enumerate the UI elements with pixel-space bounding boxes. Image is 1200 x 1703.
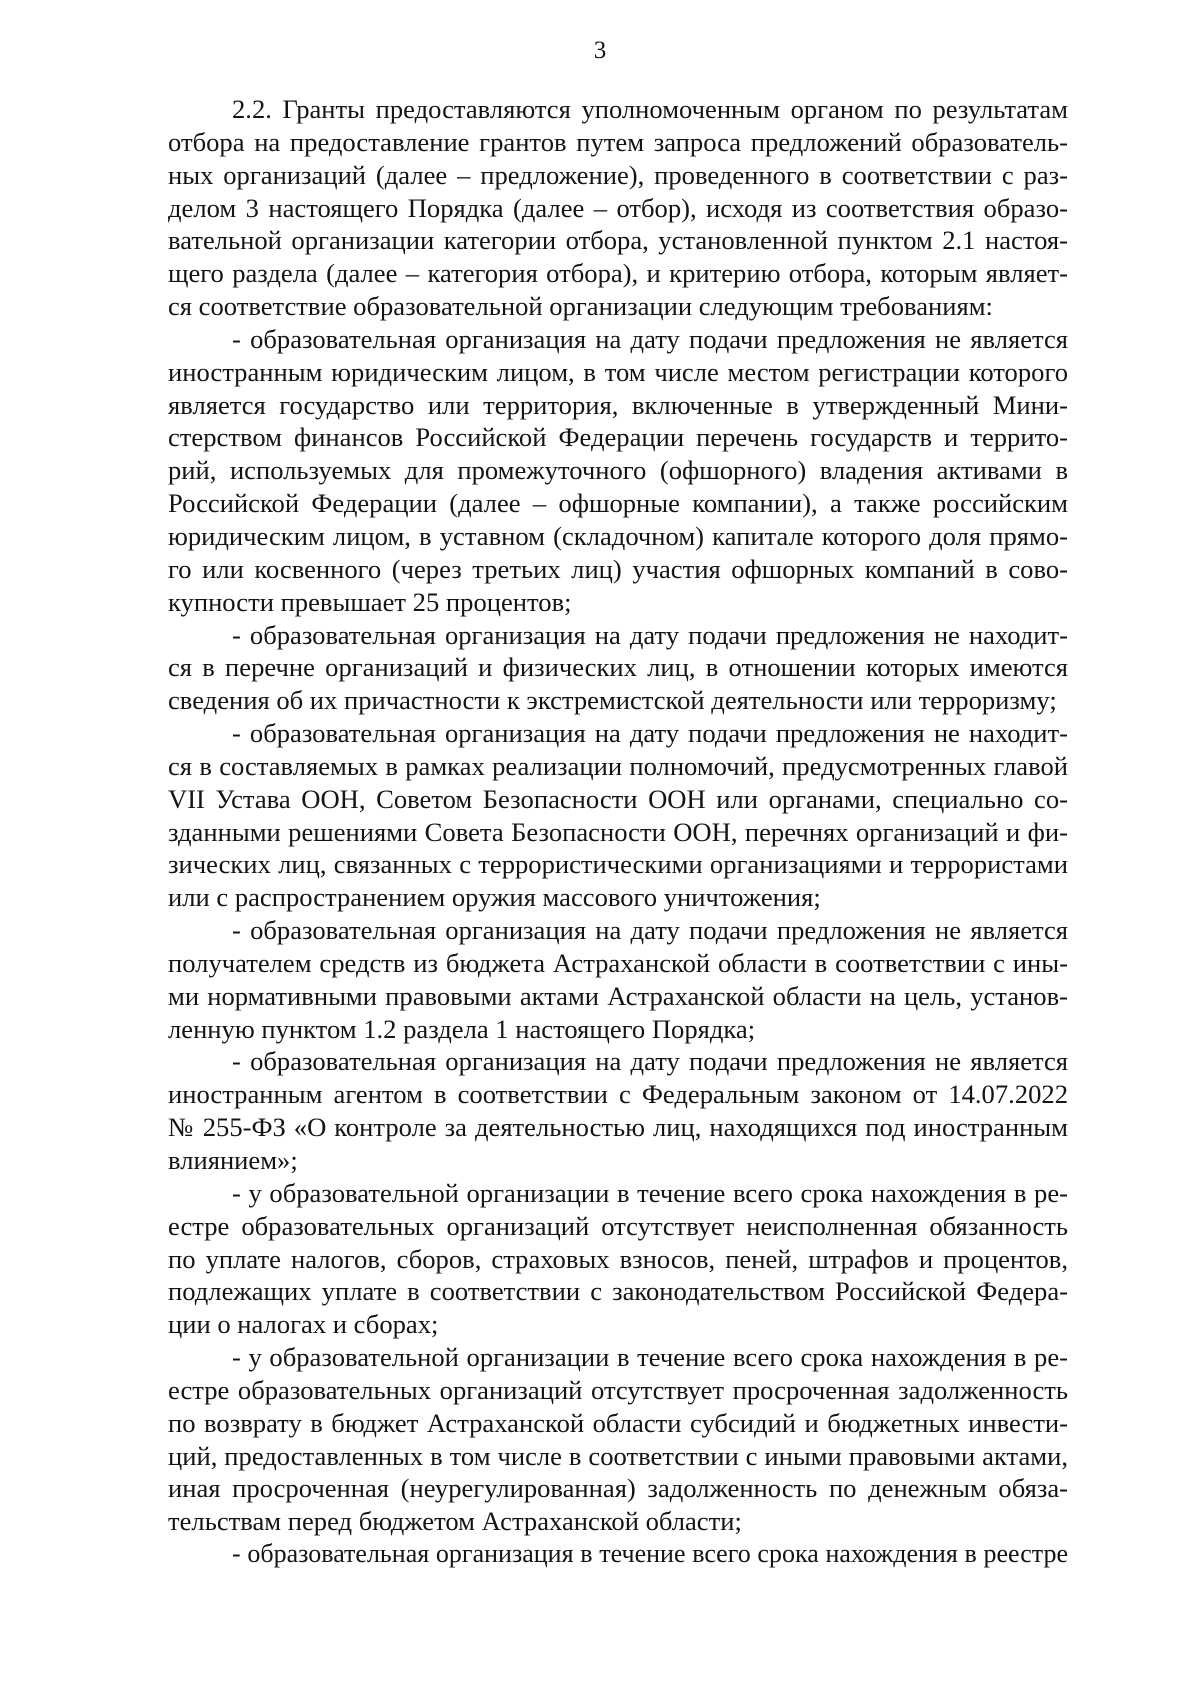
text-line: купности превышает 25 процентов; (168, 586, 572, 617)
text-line: ции о налогах и сборах; (168, 1309, 439, 1340)
page-number: 3 (593, 37, 607, 64)
text-line: ми нормативными правовыми актами Астраханской области на цель, установ- (168, 980, 1068, 1011)
text-line: щего раздела (далее – категория отбора), и критерию отбора, которым являет- (168, 258, 1068, 289)
text-line: сведения об их причастности к экстремистской деятельности или терроризму; (168, 685, 1057, 716)
text-line: делом 3 настоящего Порядка (далее – отбор), исходя из соответствия образо- (168, 192, 1068, 223)
text-line: естре образовательных организаций отсутствует просроченная задолженность (168, 1374, 1068, 1405)
text-line: является государство или территория, включенные в утвержденный Мини- (168, 389, 1068, 420)
text-line: ся в составляемых в рамках реализации полномочий, предусмотренных главой (168, 750, 1068, 781)
text-line: юридическим лицом, в уставном (складочном) капитале которого доля прямо- (168, 520, 1068, 551)
text-line: иная просроченная (неурегулированная) задолженность по денежным обяза- (168, 1473, 1068, 1504)
text-line: по возврату в бюджет Астраханской области субсидий и бюджетных инвести- (168, 1407, 1068, 1438)
text-line: стерством финансов Российской Федерации перечень государств и террито- (168, 422, 1068, 453)
text-line: иностранным юридическим лицом, в том числе местом регистрации которого (168, 356, 1068, 387)
text-line: го или косвенного (через третьих лиц) участия офшорных компаний в сово- (168, 553, 1068, 584)
text-line: иностранным агентом в соответствии с Федеральным законом от 14.07.2022 (168, 1079, 1068, 1110)
text-line: вательной организации категории отбора, установленной пунктом 2.1 настоя- (168, 225, 1068, 256)
text-line: - образовательная организация на дату подачи предложения не является (232, 323, 1068, 354)
text-line: отбора на предоставление грантов путем запроса предложений образователь- (168, 126, 1068, 157)
text-line: ных организаций (далее – предложение), проведенного в соответствии с раз- (168, 159, 1068, 190)
text-line: рий, используемых для промежуточного (офшорного) владения активами в (168, 455, 1068, 486)
text-line: зданными решениями Совета Безопасности ООН, перечнях организаций и фи- (168, 816, 1068, 847)
text-line: или с распространением оружия массового уничтожения; (168, 882, 821, 913)
text-line: ленную пунктом 1.2 раздела 1 настоящего Порядка; (168, 1013, 756, 1044)
text-line: тельствам перед бюджетом Астраханской области; (168, 1506, 742, 1537)
text-line: - у образовательной организации в течение всего срока нахождения в ре- (232, 1177, 1068, 1208)
text-line: ций, предоставленных в том числе в соответствии с иными правовыми актами, (168, 1440, 1068, 1471)
text-line: естре образовательных организаций отсутствует неисполненная обязанность (168, 1210, 1068, 1241)
document-body (168, 93, 1068, 1571)
text-line: получателем средств из бюджета Астраханской области в соответствии с ины- (168, 947, 1068, 978)
text-line: - у образовательной организации в течение всего срока нахождения в ре- (232, 1342, 1068, 1373)
text-line: - образовательная организация на дату подачи предложения не находит- (232, 718, 1068, 749)
text-line: подлежащих уплате в соответствии с законодательством Российской Федера- (168, 1276, 1068, 1307)
text-line: 2.2. Гранты предоставляются уполномоченным органом по результатам (232, 94, 1068, 124)
text-line: № 255-ФЗ «О контроле за деятельностью лиц, находящихся под иностранным (168, 1112, 1068, 1143)
text-line: ся в перечне организаций и физических лиц, в отношении которых имеются (168, 652, 1068, 683)
text-line: - образовательная организация на дату подачи предложения не является (232, 915, 1068, 946)
text-line: Российской Федерации (далее – офшорные компании), а также российским (168, 488, 1068, 519)
text-line: - образовательная организация на дату подачи предложения не является (232, 1046, 1068, 1077)
text-line: - образовательная организация в течение всего срока нахождения в реестре (232, 1539, 1068, 1569)
text-line: по уплате налогов, сборов, страховых взносов, пеней, штрафов и процентов, (168, 1243, 1068, 1274)
text-line: VII Устава ООН, Советом Безопасности ООН или органами, специально со- (168, 783, 1068, 814)
text-line: - образовательная организация на дату подачи предложения не находит- (232, 619, 1068, 650)
text-line: влиянием»; (168, 1145, 298, 1175)
text-line: зических лиц, связанных с террористическими организациями и террористами (168, 849, 1068, 880)
text-line: ся соответствие образовательной организации следующим требованиям: (168, 291, 993, 322)
